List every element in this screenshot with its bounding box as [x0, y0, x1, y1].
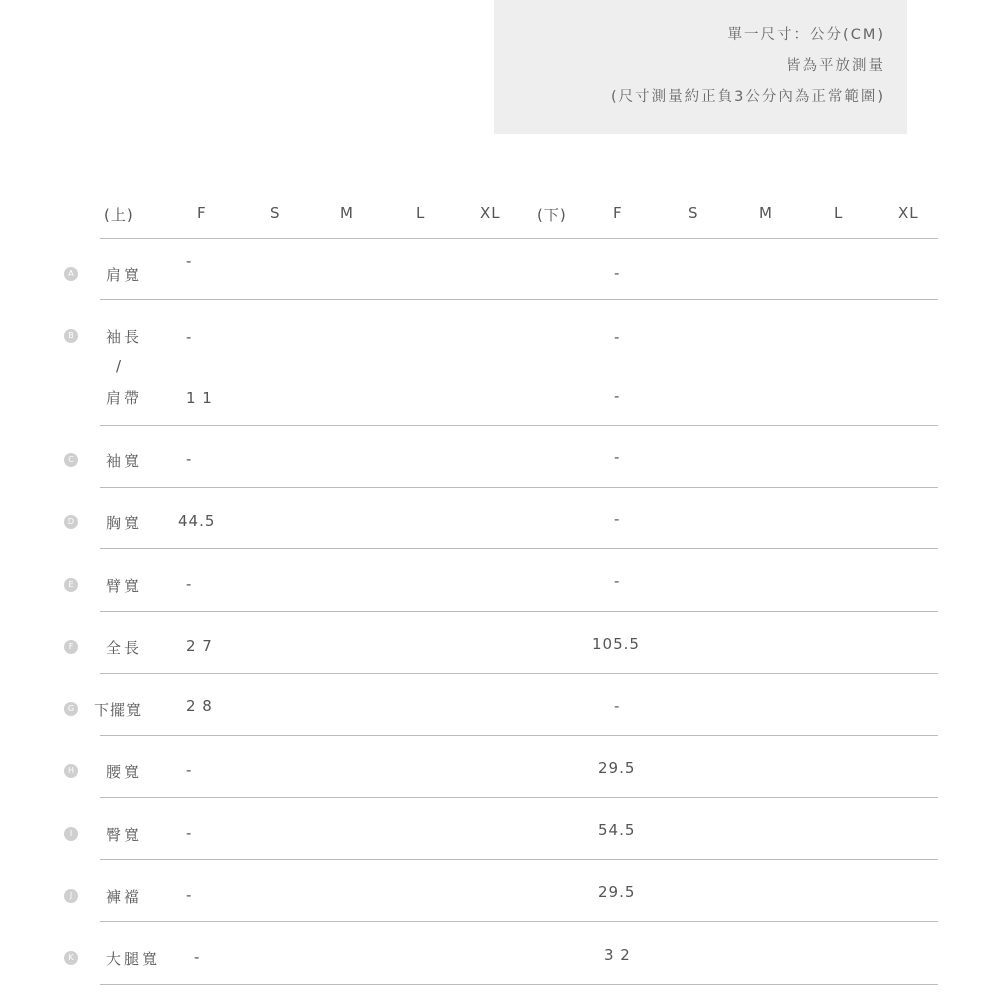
- top-f-value: -: [186, 252, 193, 270]
- bottom-size-f: F: [613, 204, 623, 222]
- top-size-m: M: [340, 204, 354, 222]
- row-marker-icon: H: [64, 764, 78, 778]
- bottom-f-value: 54.5: [598, 821, 636, 839]
- tolerance-note: (尺寸測量約正負3公分內為正常範圍): [610, 89, 885, 105]
- row-label: 下擺寬: [94, 701, 143, 719]
- top-label: (上): [104, 206, 134, 224]
- row-marker-icon: F: [64, 640, 78, 654]
- bottom-f-value: 105.5: [592, 635, 640, 653]
- row-marker-icon: D: [64, 515, 78, 529]
- row-divider: [100, 921, 938, 922]
- row-marker-icon: B: [64, 329, 78, 343]
- row-divider: [100, 548, 938, 549]
- top-f-value: 2 8: [186, 697, 213, 715]
- row-label: 臂寬: [106, 577, 143, 595]
- row-label: 胸寬: [106, 514, 143, 532]
- bottom-f-value: -: [614, 328, 621, 346]
- bottom-f-value: 3 2: [604, 946, 631, 964]
- row-label: 肩寬: [106, 266, 143, 284]
- size-table-header: [0, 198, 1000, 232]
- bottom-size-l: L: [834, 204, 844, 222]
- bottom-f-value: 29.5: [598, 883, 636, 901]
- bottom-f-value: -: [614, 264, 621, 282]
- row-marker-icon: C: [64, 453, 78, 467]
- row-marker-icon: A: [64, 267, 78, 281]
- row-label: 全長: [106, 639, 143, 657]
- top-f-value: 44.5: [178, 512, 216, 530]
- top-f-value: -: [194, 948, 201, 966]
- top-f-value: -: [186, 450, 193, 468]
- bottom-size-xl: XL: [898, 204, 919, 222]
- row-divider: [100, 299, 938, 300]
- row-label: 大腿寬: [106, 950, 161, 968]
- top-f-value: -: [186, 761, 193, 779]
- row-marker-icon: J: [64, 889, 78, 903]
- bottom-f-value: -: [614, 510, 621, 528]
- row-divider: [100, 984, 938, 985]
- row-marker-icon: K: [64, 951, 78, 965]
- top-f-value: -: [186, 824, 193, 842]
- bottom-label: (下): [537, 206, 567, 224]
- row-divider: [100, 859, 938, 860]
- bottom-f-value: 29.5: [598, 759, 636, 777]
- unit-note: 單一尺寸：公分(CM): [727, 27, 885, 43]
- row-divider: [100, 735, 938, 736]
- top-size-s: S: [270, 204, 281, 222]
- top-size-l: L: [416, 204, 426, 222]
- top-f-value: -: [186, 575, 193, 593]
- row-marker-icon: I: [64, 827, 78, 841]
- bottom-f-value-secondary: -: [614, 387, 621, 405]
- row-divider: [100, 487, 938, 488]
- row-divider: [100, 797, 938, 798]
- top-f-value: 2 7: [186, 637, 213, 655]
- bottom-size-s: S: [688, 204, 699, 222]
- row-marker-icon: G: [64, 702, 78, 716]
- measurement-note: [494, 0, 907, 134]
- bottom-size-m: M: [759, 204, 773, 222]
- bottom-f-value: -: [614, 572, 621, 590]
- header-divider: [100, 238, 938, 239]
- row-divider: [100, 673, 938, 674]
- row-label-separator: /: [116, 357, 125, 375]
- row-divider: [100, 425, 938, 426]
- top-size-f: F: [197, 204, 207, 222]
- row-label: 腰寬: [106, 763, 143, 781]
- bottom-f-value: -: [614, 448, 621, 466]
- row-label: 袖寬: [106, 452, 143, 470]
- row-marker-icon: E: [64, 578, 78, 592]
- top-f-value: -: [186, 886, 193, 904]
- row-label: 臀寬: [106, 826, 143, 844]
- row-label-secondary: 肩帶: [106, 389, 143, 407]
- row-label: 袖長: [106, 328, 143, 346]
- flat-measure-note: 皆為平放測量: [786, 58, 885, 74]
- top-size-xl: XL: [480, 204, 501, 222]
- row-label: 褲襠: [106, 888, 143, 906]
- top-f-value: -: [186, 328, 193, 346]
- bottom-f-value: -: [614, 697, 621, 715]
- top-f-value-secondary: 1 1: [186, 389, 213, 407]
- row-divider: [100, 611, 938, 612]
